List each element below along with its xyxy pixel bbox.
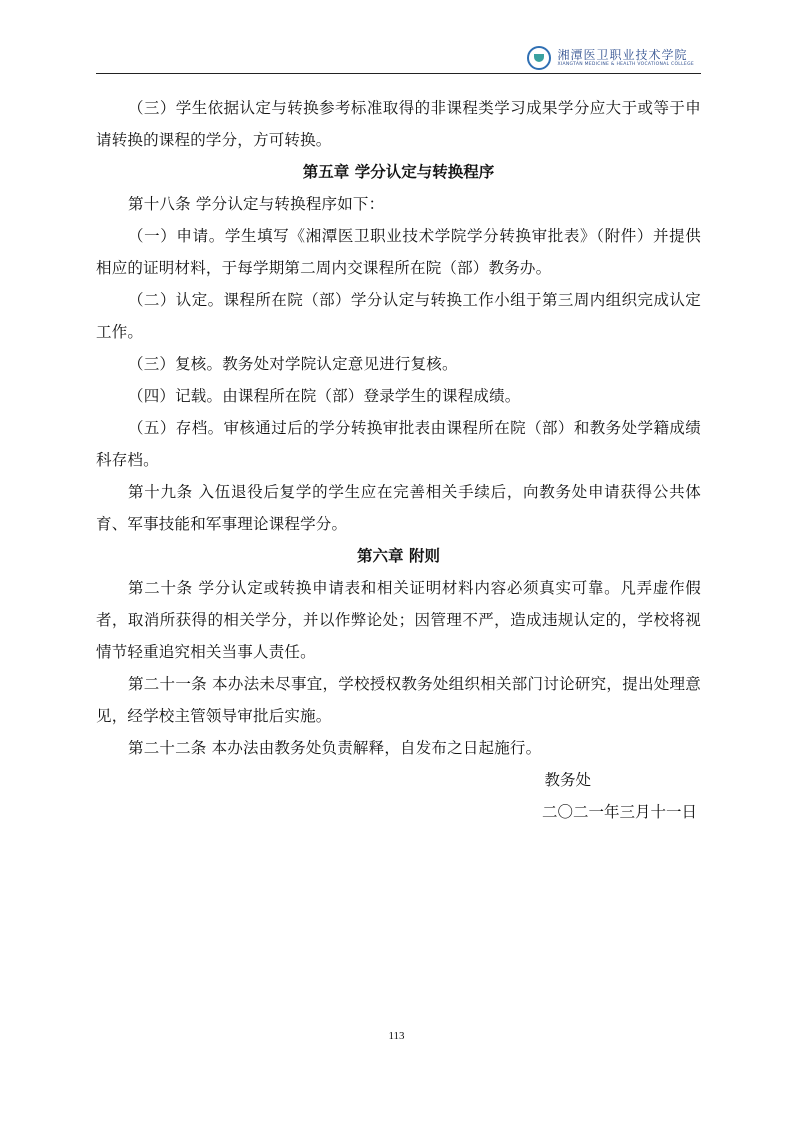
header-rule bbox=[96, 73, 701, 74]
article-19: 第十九条 入伍退役后复学的学生应在完善相关手续后，向教务处申请获得公共体育、军事技能和军事理论课程学分。 bbox=[96, 483, 701, 533]
paragraph-clause-3: （三）学生依据认定与转换参考标准取得的非课程类学习成果学分应大于或等于申请转换的课程的学分，方可转换。 bbox=[96, 99, 701, 149]
article-18-item-5: （五）存档。审核通过后的学分转换审批表由课程所在院（部）和教务处学籍成绩科存档。 bbox=[96, 419, 701, 469]
page-number: 113 bbox=[388, 1030, 405, 1042]
college-logo-text bbox=[557, 49, 694, 68]
article-18-item-3: （三）复核。教务处对学院认定意见进行复核。 bbox=[128, 355, 458, 373]
article-21: 第二十一条 本办法未尽事宜，学校授权教务处组织相关部门讨论研究，提出处理意见，经学校主管领导审批后实施。 bbox=[96, 675, 701, 725]
article-18-item-4: （四）记载。由课程所在院（部）登录学生的课程成绩。 bbox=[128, 387, 521, 405]
chapter-5-heading: 第五章 学分认定与转换程序 bbox=[302, 163, 495, 181]
page-header bbox=[96, 44, 696, 74]
signature-office: 教务处 bbox=[544, 771, 591, 789]
college-emblem-icon bbox=[527, 46, 551, 70]
article-20: 第二十条 学分认定或转换申请表和相关证明材料内容必须真实可靠。凡弄虚作假者，取消所获得的相关学分，并以作弊论处；因管理不严，造成违规认定的，学校将视情节轻重追究相关当事人责任。 bbox=[96, 579, 701, 661]
article-18-item-1: （一）申请。学生填写《湘潭医卫职业技术学院学分转换审批表》（附件）并提供相应的证明材料，于每学期第二周内交课程所在院（部）教务办。 bbox=[96, 227, 701, 277]
chapter-6-heading: 第六章 附则 bbox=[357, 547, 440, 565]
college-logo bbox=[527, 46, 694, 70]
article-18-item-2: （二）认定。课程所在院（部）学分认定与转换工作小组于第三周内组织完成认定工作。 bbox=[96, 291, 701, 341]
college-name-en: XIANGTAN MEDICINE & HEALTH VOCATIONAL COLLEGE bbox=[557, 61, 694, 67]
article-22: 第二十二条 本办法由教务处负责解释，自发布之日起施行。 bbox=[128, 739, 542, 757]
signature-block bbox=[96, 764, 701, 828]
document-body bbox=[96, 92, 701, 828]
signature-date: 二〇二一年三月十一日 bbox=[541, 803, 697, 821]
article-18: 第十八条 学分认定与转换程序如下： bbox=[128, 195, 385, 213]
college-name-cn: 湘潭医卫职业技术学院 bbox=[557, 47, 688, 62]
